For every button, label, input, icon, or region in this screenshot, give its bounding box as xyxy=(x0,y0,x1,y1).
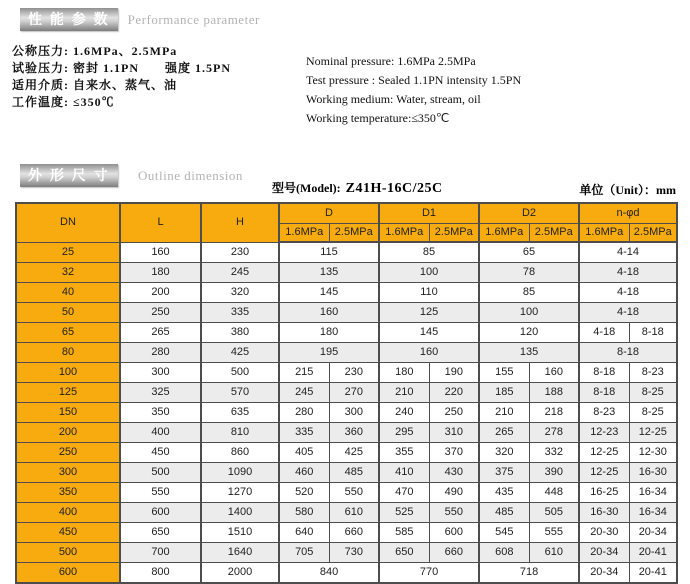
cell: 500 xyxy=(201,363,279,383)
cell: 145 xyxy=(379,323,479,343)
table-row xyxy=(16,383,677,403)
cell: 525 xyxy=(379,503,429,523)
cell: 448 xyxy=(529,483,579,503)
spec-block-cn xyxy=(12,43,306,128)
cell: 705 xyxy=(279,543,329,563)
cell: 640 xyxy=(279,523,329,543)
cell: 20-41 xyxy=(629,563,677,584)
outline-banner-subtitle: Outline dimension xyxy=(138,168,243,183)
dn-cell: 32 xyxy=(16,263,120,283)
cell: 8-23 xyxy=(629,363,677,383)
table-row xyxy=(16,343,677,363)
cell: 350 xyxy=(120,403,201,423)
cell: 20-34 xyxy=(629,523,677,543)
cell: 12-23 xyxy=(579,423,629,443)
cell: 635 xyxy=(201,403,279,423)
cell: 355 xyxy=(379,443,429,463)
cell: 270 xyxy=(329,383,379,403)
cell: 470 xyxy=(379,483,429,503)
table-row xyxy=(16,563,677,584)
dn-cell: 200 xyxy=(16,423,120,443)
cell: 370 xyxy=(429,443,479,463)
cell: 280 xyxy=(279,403,329,423)
cell: 78 xyxy=(479,263,579,283)
cell: 250 xyxy=(120,303,201,323)
dimension-table xyxy=(15,202,678,584)
cell: 188 xyxy=(529,383,579,403)
cell: 180 xyxy=(120,263,201,283)
cell: 585 xyxy=(379,523,429,543)
cell: 1510 xyxy=(201,523,279,543)
model-line xyxy=(272,179,443,197)
cell: 435 xyxy=(479,483,529,503)
cell: 550 xyxy=(429,503,479,523)
cell: 210 xyxy=(479,403,529,423)
cell: 265 xyxy=(120,323,201,343)
cell: 332 xyxy=(529,443,579,463)
table-row xyxy=(16,403,677,423)
cell: 8-18 xyxy=(579,383,629,403)
cell: 100 xyxy=(479,303,579,323)
cell: 280 xyxy=(120,343,201,363)
cell: 85 xyxy=(379,242,479,263)
cell: 460 xyxy=(279,463,329,483)
cell: 16-34 xyxy=(629,503,677,523)
cell: 215 xyxy=(279,363,329,383)
cell: 325 xyxy=(120,383,201,403)
cell: 160 xyxy=(120,242,201,263)
cell: 555 xyxy=(529,523,579,543)
table-row xyxy=(16,242,677,263)
spec-block-en xyxy=(306,43,521,128)
cell: 2000 xyxy=(201,563,279,584)
cell: 405 xyxy=(279,443,329,463)
cell: 310 xyxy=(429,423,479,443)
dn-cell: 100 xyxy=(16,363,120,383)
dn-cell: 40 xyxy=(16,283,120,303)
outline-section-header xyxy=(0,164,690,202)
cell: 320 xyxy=(479,443,529,463)
cell: 505 xyxy=(529,503,579,523)
header-group-cell: D xyxy=(279,203,379,224)
spec-line-cn: 公称压力: 1.6MPa、2.5MPa xyxy=(12,44,178,58)
dn-cell: 80 xyxy=(16,343,120,363)
header-subcell: 2.5MPa xyxy=(629,224,677,243)
cell: 210 xyxy=(379,383,429,403)
cell: 430 xyxy=(429,463,479,483)
cell: 155 xyxy=(479,363,529,383)
cell: 550 xyxy=(120,483,201,503)
cell: 240 xyxy=(379,403,429,423)
model-value: Z41H-16C/25C xyxy=(345,181,443,196)
cell: 410 xyxy=(379,463,429,483)
cell: 4-18 xyxy=(579,263,677,283)
header-cell: H xyxy=(201,203,279,242)
cell: 20-41 xyxy=(629,543,677,563)
cell: 600 xyxy=(429,523,479,543)
cell: 375 xyxy=(479,463,529,483)
table-row xyxy=(16,303,677,323)
outline-banner xyxy=(20,164,118,187)
header-subcell: 1.6MPa xyxy=(379,224,429,243)
cell: 4-14 xyxy=(579,242,677,263)
cell: 450 xyxy=(120,443,201,463)
table-row xyxy=(16,363,677,383)
dn-cell: 450 xyxy=(16,523,120,543)
cell: 485 xyxy=(329,463,379,483)
header-subcell: 2.5MPa xyxy=(329,224,379,243)
cell: 300 xyxy=(120,363,201,383)
header-subcell: 2.5MPa xyxy=(429,224,479,243)
cell: 8-25 xyxy=(629,383,677,403)
cell: 160 xyxy=(529,363,579,383)
model-label: 型号(Model): xyxy=(272,181,341,195)
spec-line-cn: 适用介质: 自来水、蒸气、油 xyxy=(12,78,177,92)
dn-cell: 250 xyxy=(16,443,120,463)
unit-label: 单位（Unit）：mm xyxy=(579,183,676,197)
cell: 12-30 xyxy=(629,443,677,463)
cell: 550 xyxy=(329,483,379,503)
cell: 650 xyxy=(120,523,201,543)
cell: 1400 xyxy=(201,503,279,523)
table-row xyxy=(16,543,677,563)
cell: 195 xyxy=(279,343,379,363)
table-row xyxy=(16,523,677,543)
cell: 16-30 xyxy=(579,503,629,523)
cell: 650 xyxy=(379,543,429,563)
spec-line-cn: 工作温度: ≤350℃ xyxy=(12,95,115,109)
spec-line-cn: 试验压力: 密封 1.1PN 强度 1.5PN xyxy=(12,61,231,75)
header-subcell: 1.6MPa xyxy=(279,224,329,243)
performance-banner-label: 性 能 参 数 xyxy=(28,11,110,27)
cell: 120 xyxy=(479,323,579,343)
cell: 8-23 xyxy=(579,403,629,423)
cell: 800 xyxy=(120,563,201,584)
dn-cell: 150 xyxy=(16,403,120,423)
outline-banner-label: 外 形 尺 寸 xyxy=(28,167,110,183)
cell: 8-25 xyxy=(629,403,677,423)
header-subcell: 1.6MPa xyxy=(479,224,529,243)
header-group-cell: n-φd xyxy=(579,203,677,224)
cell: 718 xyxy=(479,563,579,584)
cell: 245 xyxy=(201,263,279,283)
cell: 610 xyxy=(529,543,579,563)
cell: 125 xyxy=(379,303,479,323)
spec-line-en: Test pressure : Sealed 1.1PN intensity 1.5PN xyxy=(306,73,522,87)
cell: 145 xyxy=(279,283,379,303)
cell: 218 xyxy=(529,403,579,423)
cell: 85 xyxy=(479,283,579,303)
cell: 360 xyxy=(329,423,379,443)
cell: 20-30 xyxy=(579,523,629,543)
cell: 335 xyxy=(201,303,279,323)
dn-cell: 400 xyxy=(16,503,120,523)
table-row xyxy=(16,323,677,343)
cell: 115 xyxy=(279,242,379,263)
header-group-cell: D1 xyxy=(379,203,479,224)
cell: 12-25 xyxy=(579,463,629,483)
cell: 770 xyxy=(379,563,479,584)
header-row xyxy=(16,203,677,224)
dn-cell: 300 xyxy=(16,463,120,483)
cell: 265 xyxy=(479,423,529,443)
cell: 1090 xyxy=(201,463,279,483)
cell: 4-18 xyxy=(579,323,629,343)
performance-banner xyxy=(20,8,118,31)
cell: 180 xyxy=(279,323,379,343)
cell: 390 xyxy=(529,463,579,483)
cell: 8-18 xyxy=(579,363,629,383)
cell: 16-34 xyxy=(629,483,677,503)
cell: 520 xyxy=(279,483,329,503)
cell: 600 xyxy=(120,503,201,523)
cell: 200 xyxy=(120,283,201,303)
performance-banner-subtitle: Performance parameter xyxy=(127,12,260,27)
cell: 135 xyxy=(279,263,379,283)
cell: 245 xyxy=(279,383,329,403)
cell: 16-30 xyxy=(629,463,677,483)
cell: 660 xyxy=(429,543,479,563)
cell: 110 xyxy=(379,283,479,303)
cell: 250 xyxy=(429,403,479,423)
cell: 20-34 xyxy=(579,563,629,584)
cell: 8-18 xyxy=(579,343,677,363)
cell: 500 xyxy=(120,463,201,483)
cell: 20-34 xyxy=(579,543,629,563)
dn-cell: 350 xyxy=(16,483,120,503)
header-group-cell: D2 xyxy=(479,203,579,224)
cell: 16-25 xyxy=(579,483,629,503)
dn-cell: 25 xyxy=(16,242,120,263)
cell: 860 xyxy=(201,443,279,463)
cell: 160 xyxy=(279,303,379,323)
cell: 608 xyxy=(479,543,529,563)
cell: 300 xyxy=(329,403,379,423)
cell: 185 xyxy=(479,383,529,403)
table-row xyxy=(16,503,677,523)
cell: 380 xyxy=(201,323,279,343)
dn-cell: 500 xyxy=(16,543,120,563)
cell: 12-25 xyxy=(629,423,677,443)
cell: 320 xyxy=(201,283,279,303)
cell: 490 xyxy=(429,483,479,503)
performance-section-header xyxy=(20,8,690,31)
cell: 485 xyxy=(479,503,529,523)
performance-spec xyxy=(12,43,690,128)
dn-cell: 65 xyxy=(16,323,120,343)
cell: 160 xyxy=(379,343,479,363)
cell: 400 xyxy=(120,423,201,443)
cell: 100 xyxy=(379,263,479,283)
spec-line-en: Nominal pressure: 1.6MPa 2.5MPa xyxy=(306,54,476,68)
cell: 4-18 xyxy=(579,303,677,323)
header-subcell: 2.5MPa xyxy=(529,224,579,243)
header-cell: L xyxy=(120,203,201,242)
cell: 190 xyxy=(429,363,479,383)
cell: 278 xyxy=(529,423,579,443)
cell: 570 xyxy=(201,383,279,403)
dn-cell: 125 xyxy=(16,383,120,403)
cell: 135 xyxy=(479,343,579,363)
table-row xyxy=(16,283,677,303)
cell: 220 xyxy=(429,383,479,403)
cell: 8-18 xyxy=(629,323,677,343)
cell: 810 xyxy=(201,423,279,443)
cell: 1270 xyxy=(201,483,279,503)
table-row xyxy=(16,423,677,443)
cell: 425 xyxy=(329,443,379,463)
header-cell: DN xyxy=(16,203,120,242)
cell: 4-18 xyxy=(579,283,677,303)
cell: 660 xyxy=(329,523,379,543)
spec-line-en: Working medium: Water, stream, oil xyxy=(306,92,481,106)
cell: 730 xyxy=(329,543,379,563)
dn-cell: 600 xyxy=(16,563,120,584)
table-row xyxy=(16,263,677,283)
spec-line-en: Working temperature:≤350℃ xyxy=(306,111,450,125)
table-row xyxy=(16,463,677,483)
cell: 425 xyxy=(201,343,279,363)
cell: 700 xyxy=(120,543,201,563)
cell: 545 xyxy=(479,523,529,543)
cell: 840 xyxy=(279,563,379,584)
table-row xyxy=(16,483,677,503)
cell: 610 xyxy=(329,503,379,523)
dn-cell: 50 xyxy=(16,303,120,323)
table-row xyxy=(16,443,677,463)
cell: 1640 xyxy=(201,543,279,563)
header-subcell: 1.6MPa xyxy=(579,224,629,243)
cell: 295 xyxy=(379,423,429,443)
cell: 65 xyxy=(479,242,579,263)
cell: 180 xyxy=(379,363,429,383)
cell: 580 xyxy=(279,503,329,523)
cell: 230 xyxy=(329,363,379,383)
cell: 335 xyxy=(279,423,329,443)
cell: 12-25 xyxy=(579,443,629,463)
cell: 230 xyxy=(201,242,279,263)
